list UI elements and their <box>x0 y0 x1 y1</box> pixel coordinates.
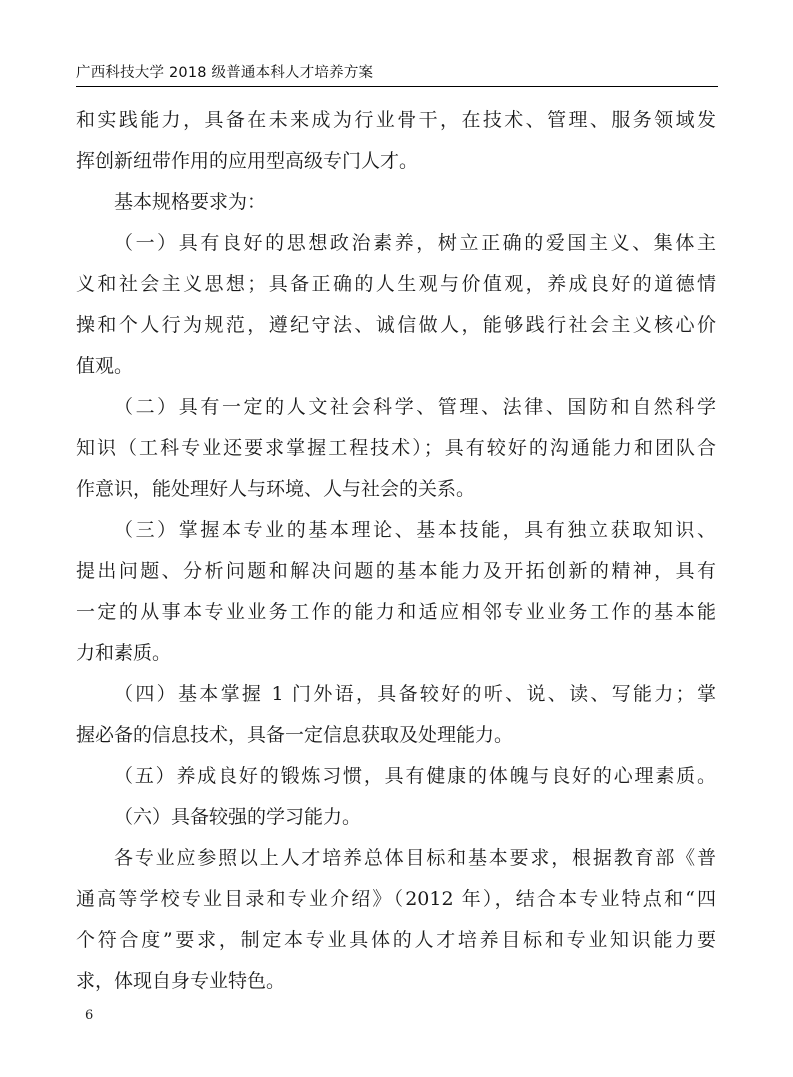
text-line: 提出问题、分析问题和解决问题的基本能力及开拓创新的精神，具有 <box>76 560 716 582</box>
header-title: 广西科技大学 2018 级普通本科人才培养方案 <box>76 65 374 81</box>
text-line: 力和素质。 <box>76 642 172 664</box>
text-line: （一）具有良好的思想政治素养，树立正确的爱国主义、集体主 <box>114 232 716 254</box>
text-line: 一定的从事本专业业务工作的能力和适应相邻专业业务工作的基本能 <box>76 601 716 623</box>
text-line: （五）养成良好的锻炼习惯，具有健康的体魄与良好的心理素质。 <box>114 765 716 787</box>
page-header <box>76 60 718 87</box>
page-number: 6 <box>85 1008 94 1023</box>
text-line: （四）基本掌握 1 门外语，具备较好的听、说、读、写能力；掌 <box>114 683 716 705</box>
text-line: 基本规格要求为： <box>114 191 267 213</box>
text-line: 值观。 <box>76 355 134 377</box>
text-line: （三）掌握本专业的基本理论、基本技能，具有独立获取知识、 <box>114 519 716 541</box>
text-line: 知识（工科专业还要求掌握工程技术）；具有较好的沟通能力和团队合 <box>76 437 716 459</box>
text-line: 操和个人行为规范，遵纪守法、诚信做人，能够践行社会主义核心价 <box>76 314 716 336</box>
text-line: 作意识，能处理好人与环境、人与社会的关系。 <box>76 478 476 500</box>
text-line: 和实践能力，具备在未来成为行业骨干，在技术、管理、服务领域发 <box>76 109 716 131</box>
text-line: 挥创新纽带作用的应用型高级专门人才。 <box>76 150 419 172</box>
text-line: （六）具备较强的学习能力。 <box>114 806 362 828</box>
text-line: 求，体现自身专业特色。 <box>76 970 286 992</box>
text-line: 义和社会主义思想；具备正确的人生观与价值观，养成良好的道德情 <box>76 273 716 295</box>
text-line: 通高等学校专业目录和专业介绍》（2012 年），结合本专业特点和“四 <box>76 888 716 910</box>
text-line: 个符合度”要求，制定本专业具体的人才培养目标和专业知识能力要 <box>76 929 716 951</box>
text-line: 握必备的信息技术，具备一定信息获取及处理能力。 <box>76 724 514 746</box>
document-body <box>76 100 716 1002</box>
text-line: （二）具有一定的人文社会科学、管理、法律、国防和自然科学 <box>114 396 716 418</box>
text-line: 各专业应参照以上人才培养总体目标和基本要求，根据教育部《普 <box>114 847 716 869</box>
